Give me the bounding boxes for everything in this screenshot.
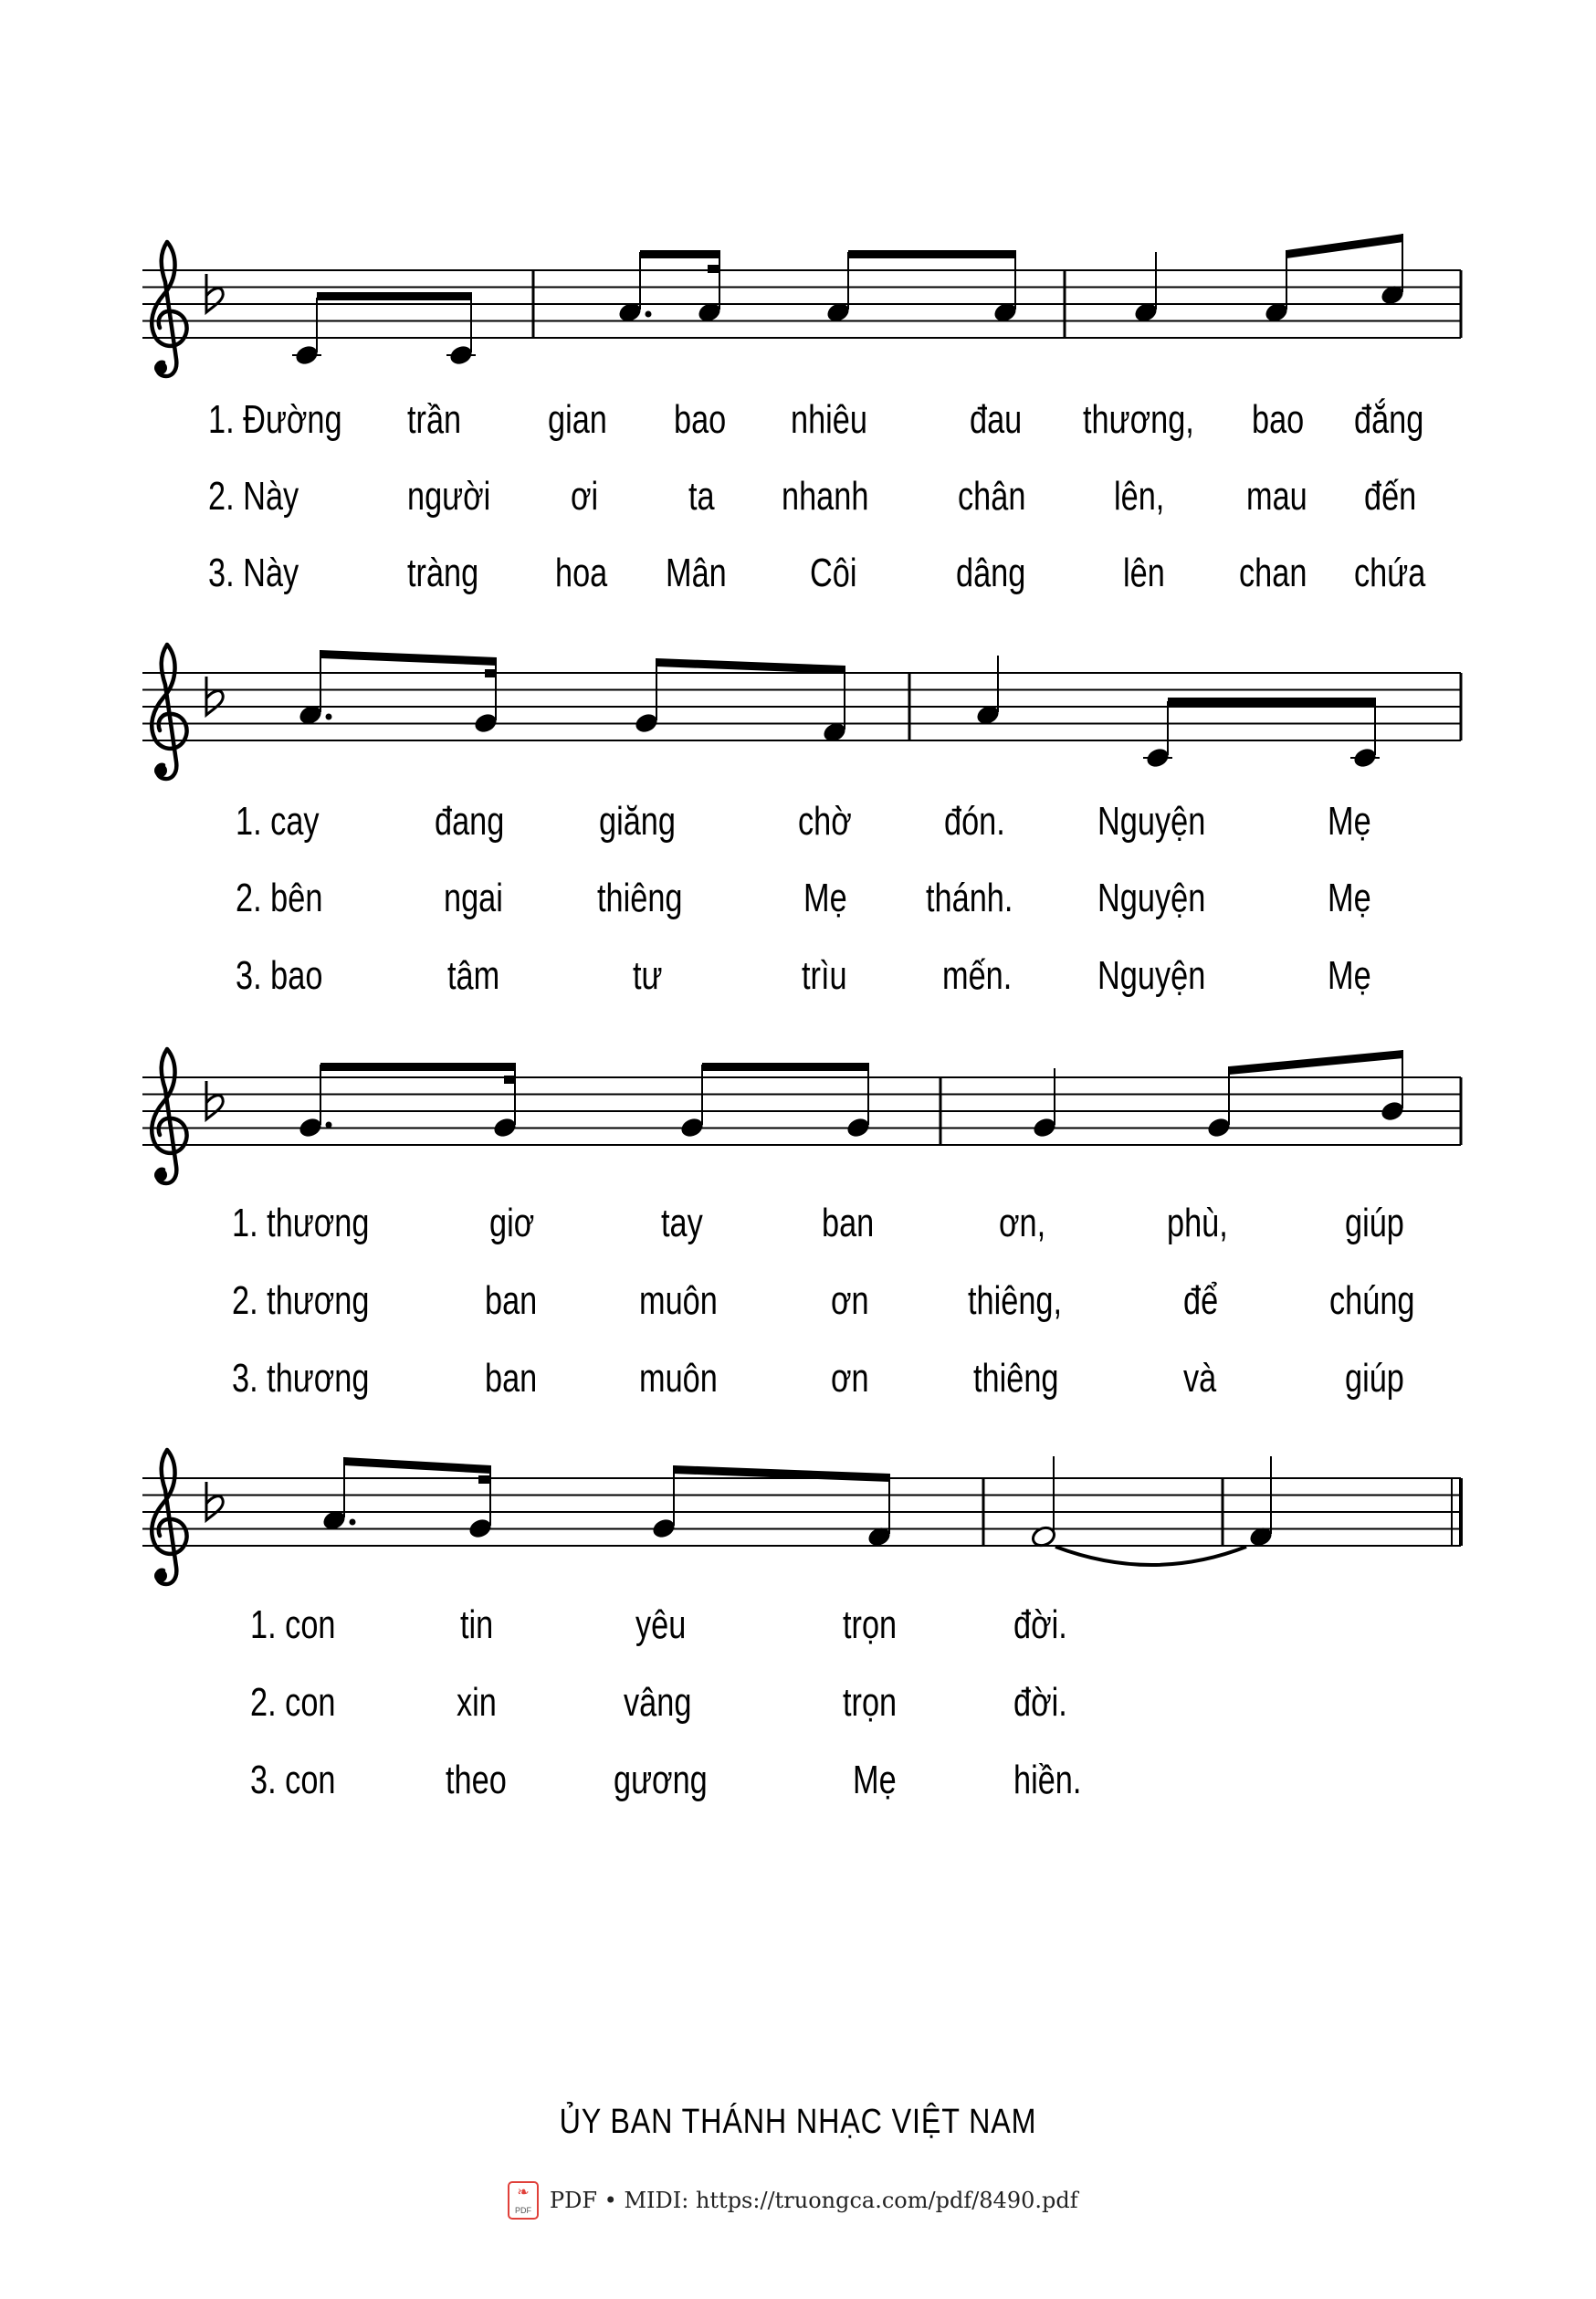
lyric-line-verse-2: [0, 475, 1596, 519]
lyric-word: phù,: [1167, 1201, 1228, 1245]
lyric-word: thiêng,: [968, 1278, 1063, 1323]
lyric-line-verse-3: [0, 551, 1596, 595]
lyric-word: thiêng: [973, 1356, 1059, 1401]
lyric-word: Mẹ: [1328, 953, 1371, 998]
lyric-line-verse-3: [0, 1758, 1596, 1802]
lyric-word: giúp: [1345, 1356, 1404, 1401]
lyric-word: chân: [958, 474, 1026, 519]
lyric-word: theo: [446, 1758, 507, 1802]
lyric-line-verse-1: [0, 398, 1596, 442]
download-link-text[interactable]: PDF • MIDI: https://truongca.com/pdf/8490.pdf: [550, 2188, 1078, 2213]
lyric-word: 1. thương: [232, 1201, 370, 1245]
lyric-line-verse-1: [0, 1603, 1596, 1647]
lyric-word: đau: [970, 397, 1023, 442]
lyric-word: chan: [1239, 551, 1307, 595]
lyric-word: 2. con: [250, 1680, 336, 1725]
lyric-word: hoa: [555, 551, 608, 595]
lyric-word: ơi: [571, 474, 599, 519]
lyric-word: 2. bên: [236, 876, 323, 920]
lyric-word: ban: [485, 1356, 538, 1401]
lyric-word: tràng: [407, 551, 479, 595]
lyric-word: trìu: [802, 953, 847, 998]
lyric-word: đắng: [1354, 397, 1424, 442]
lyric-word: Mẹ: [1328, 876, 1371, 920]
lyric-word: giúp: [1345, 1201, 1404, 1245]
lyric-word: dâng: [956, 551, 1026, 595]
lyric-word: tư: [633, 953, 663, 998]
lyric-word: ơn: [831, 1356, 869, 1401]
lyric-line-verse-2: [0, 1279, 1596, 1323]
lyric-word: ngai: [444, 876, 503, 920]
lyric-word: vâng: [624, 1680, 692, 1725]
lyric-word: mau: [1246, 474, 1307, 519]
lyric-line-verse-3: [0, 954, 1596, 998]
lyric-word: 2. Này: [208, 474, 299, 519]
lyric-word: và: [1183, 1356, 1217, 1401]
treble-clef-icon: [152, 645, 186, 779]
staff-system-2: [142, 645, 1461, 779]
lyric-word: thương,: [1083, 397, 1194, 442]
lyric-word: tin: [460, 1602, 494, 1647]
flat-icon: [206, 677, 223, 715]
lyric-word: 3. con: [250, 1758, 336, 1802]
publisher-title: ỦY BAN THÁNH NHẠC VIỆT NAM: [559, 2103, 1037, 2141]
lyric-word: 1. Đường: [208, 397, 342, 442]
acrobat-icon: ❧: [517, 2185, 530, 2200]
treble-clef-icon: [152, 242, 186, 376]
flat-icon: [206, 1482, 223, 1520]
lyric-word: ơn: [831, 1278, 869, 1323]
lyric-word: gương: [614, 1758, 708, 1802]
lyric-word: chúng: [1329, 1278, 1415, 1323]
lyric-word: 3. thương: [232, 1356, 370, 1401]
lyric-word: ơn,: [999, 1201, 1046, 1245]
lyric-line-verse-1: [0, 800, 1596, 844]
lyric-word: nhiêu: [791, 397, 867, 442]
lyric-word: bao: [674, 397, 727, 442]
lyric-word: giăng: [599, 799, 676, 844]
lyric-word: Mẹ: [1328, 799, 1371, 844]
lyric-word: muôn: [639, 1278, 718, 1323]
lyric-word: giơ: [489, 1201, 535, 1245]
lyric-word: 1. con: [250, 1602, 336, 1647]
flat-icon: [206, 274, 223, 312]
lyric-word: muôn: [639, 1356, 718, 1401]
lyric-word: đến: [1364, 474, 1417, 519]
treble-clef-icon: [152, 1049, 186, 1183]
lyric-line-verse-3: [0, 1357, 1596, 1401]
lyric-word: Nguyện: [1097, 876, 1206, 920]
lyric-word: Nguyện: [1097, 799, 1206, 844]
lyric-word: đời.: [1013, 1680, 1067, 1725]
lyric-word: ta: [688, 474, 715, 519]
lyric-word: thánh.: [926, 876, 1013, 920]
lyric-word: mến.: [942, 953, 1013, 998]
lyric-word: lên: [1123, 551, 1165, 595]
flat-icon: [206, 1081, 223, 1119]
lyric-word: nhanh: [782, 474, 869, 519]
lyric-word: để: [1183, 1278, 1219, 1323]
staff-system-3: [142, 1049, 1461, 1183]
staff-system-4: [142, 1450, 1461, 1584]
lyric-word: người: [407, 474, 491, 519]
staff-system-1: [142, 234, 1461, 376]
lyric-word: Mân: [666, 551, 727, 595]
lyric-line-verse-2: [0, 877, 1596, 920]
lyric-word: tâm: [447, 953, 500, 998]
lyric-word: 3. Này: [208, 551, 299, 595]
lyric-word: thiêng: [597, 876, 683, 920]
lyric-word: ban: [822, 1201, 875, 1245]
lyric-word: Mẹ: [853, 1758, 897, 1802]
lyric-line-verse-2: [0, 1681, 1596, 1725]
lyric-word: trọn: [843, 1602, 898, 1647]
lyric-word: tay: [661, 1201, 703, 1245]
lyric-word: hiền.: [1013, 1758, 1082, 1802]
lyric-word: gian: [548, 397, 607, 442]
lyric-word: đón.: [944, 799, 1005, 844]
lyric-word: chứa: [1354, 551, 1426, 595]
lyric-word: 3. bao: [236, 953, 323, 998]
pdf-file-icon: ❧ PDF: [508, 2181, 539, 2220]
lyric-word: trọn: [843, 1680, 898, 1725]
lyric-word: chờ: [798, 799, 852, 844]
lyric-word: 2. thương: [232, 1278, 370, 1323]
lyric-word: Nguyện: [1097, 953, 1206, 998]
lyric-word: Mẹ: [803, 876, 847, 920]
lyric-word: ban: [485, 1278, 538, 1323]
lyric-word: Côi: [810, 551, 857, 595]
lyric-word: đang: [435, 799, 505, 844]
download-link[interactable]: [508, 2180, 1078, 2220]
lyric-line-verse-1: [0, 1202, 1596, 1245]
lyric-word: trần: [407, 397, 462, 442]
treble-clef-icon: [152, 1450, 186, 1584]
lyric-word: bao: [1252, 397, 1305, 442]
lyric-word: yêu: [635, 1602, 687, 1647]
lyric-word: 1. cay: [236, 799, 320, 844]
lyric-word: xin: [457, 1680, 497, 1725]
lyric-word: lên,: [1114, 474, 1165, 519]
lyric-word: đời.: [1013, 1602, 1067, 1647]
